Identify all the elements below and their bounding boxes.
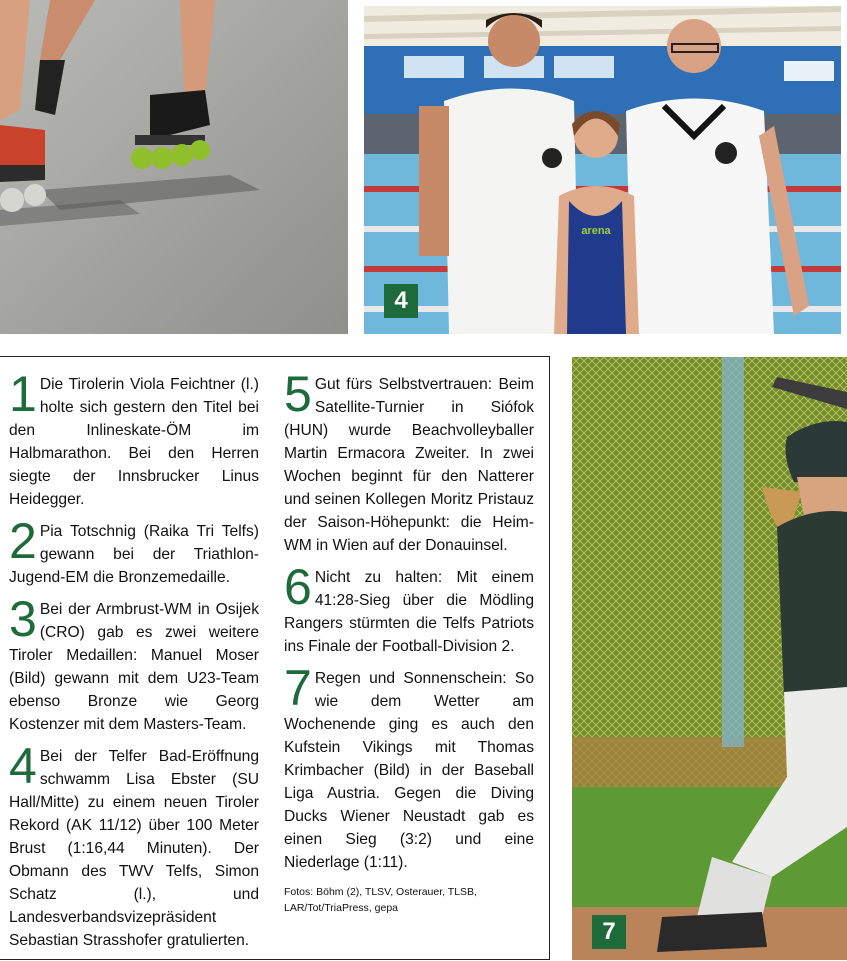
item-text: Regen und Sonnenschein: So wie dem Wetter am Wochenende ging es auch den Kufstein Vikings mit Thomas Krimbacher (Bild) in der Baseball Liga Austria. Gegen die Diving Ducks Wiener Neustadt gab es einen Sieg (3:2) und eine Niederlage (1:11).: [284, 670, 534, 871]
item-number: 2: [9, 513, 37, 569]
photo-badge-4: 4: [384, 284, 418, 318]
item-number: 3: [9, 591, 37, 647]
photo-credits: Fotos: Böhm (2), TLSV, Osterauer, TLSB, LAR/Tot/TriaPress, gepa: [284, 886, 477, 914]
item-number: 1: [9, 366, 37, 422]
swimsuit-logo: arena: [581, 225, 611, 237]
item-text: Bei der Armbrust-WM in Osijek (CRO) gab es zwei weitere Tiroler Medaillen: Manuel Moser (Bild) gewann mit dem U23-Team ebenso Bronze wie Georg Kostenzer mit dem Masters-Team.: [9, 601, 259, 733]
item-number: 6: [284, 559, 312, 615]
news-item-7: [284, 660, 534, 874]
item-text: Gut fürs Selbstvertrauen: Beim Satellite-Turnier in Siófok (HUN) wurde Beachvolleyballer Martin Ermacora Zweiter. In zwei Wochen beginnt für den Natterer und seinen Kollegen Moritz Pristauz der Saison-Höhepunkt: die Heim-WM in Wien auf der Donauinsel.: [284, 376, 534, 554]
photo-badge-7: 7: [592, 915, 626, 949]
news-item-6: [284, 559, 534, 658]
news-item-2: [9, 513, 259, 589]
news-item-5: [284, 366, 534, 557]
news-item-4: [9, 738, 259, 952]
item-text: Pia Totschnig (Raika Tri Telfs) gewann bei der Triathlon-Jugend-EM die Bronzemedaille.: [9, 523, 259, 586]
item-text: Die Tirolerin Viola Feichtner (l.) holte sich gestern den Titel bei den Inlineskate-ÖM im Halbmarathon. Bei den Herren siegte der Innsbrucker Linus Heidegger.: [9, 376, 259, 508]
right-column: [284, 366, 534, 916]
news-brief-box: [0, 356, 550, 960]
news-item-1: [9, 366, 259, 511]
news-item-3: [9, 591, 259, 736]
item-text: Bei der Telfer Bad-Eröffnung schwamm Lisa Ebster (SU Hall/Mitte) zu einem neuen Tiroler Rekord (AK 11/12) über 100 Meter Brust (1:16,44 Minuten). Der Obmann des TWV Telfs, Simon Schatz (l.), und Landesverbandsvizepräsident Sebastian Strasshofer gratulierten.: [9, 748, 259, 949]
item-text: Nicht zu halten: Mit einem 41:28-Sieg über die Mödling Rangers stürmten die Telfs Patriots ins Finale der Football-Division 2.: [284, 569, 534, 655]
item-number: 4: [9, 738, 37, 794]
item-number: 7: [284, 660, 312, 716]
item-number: 5: [284, 366, 312, 422]
left-column: [9, 366, 259, 961]
inline-skate-photo: [0, 0, 348, 334]
swimming-photo: [364, 6, 841, 334]
baseball-photo: [572, 357, 847, 960]
